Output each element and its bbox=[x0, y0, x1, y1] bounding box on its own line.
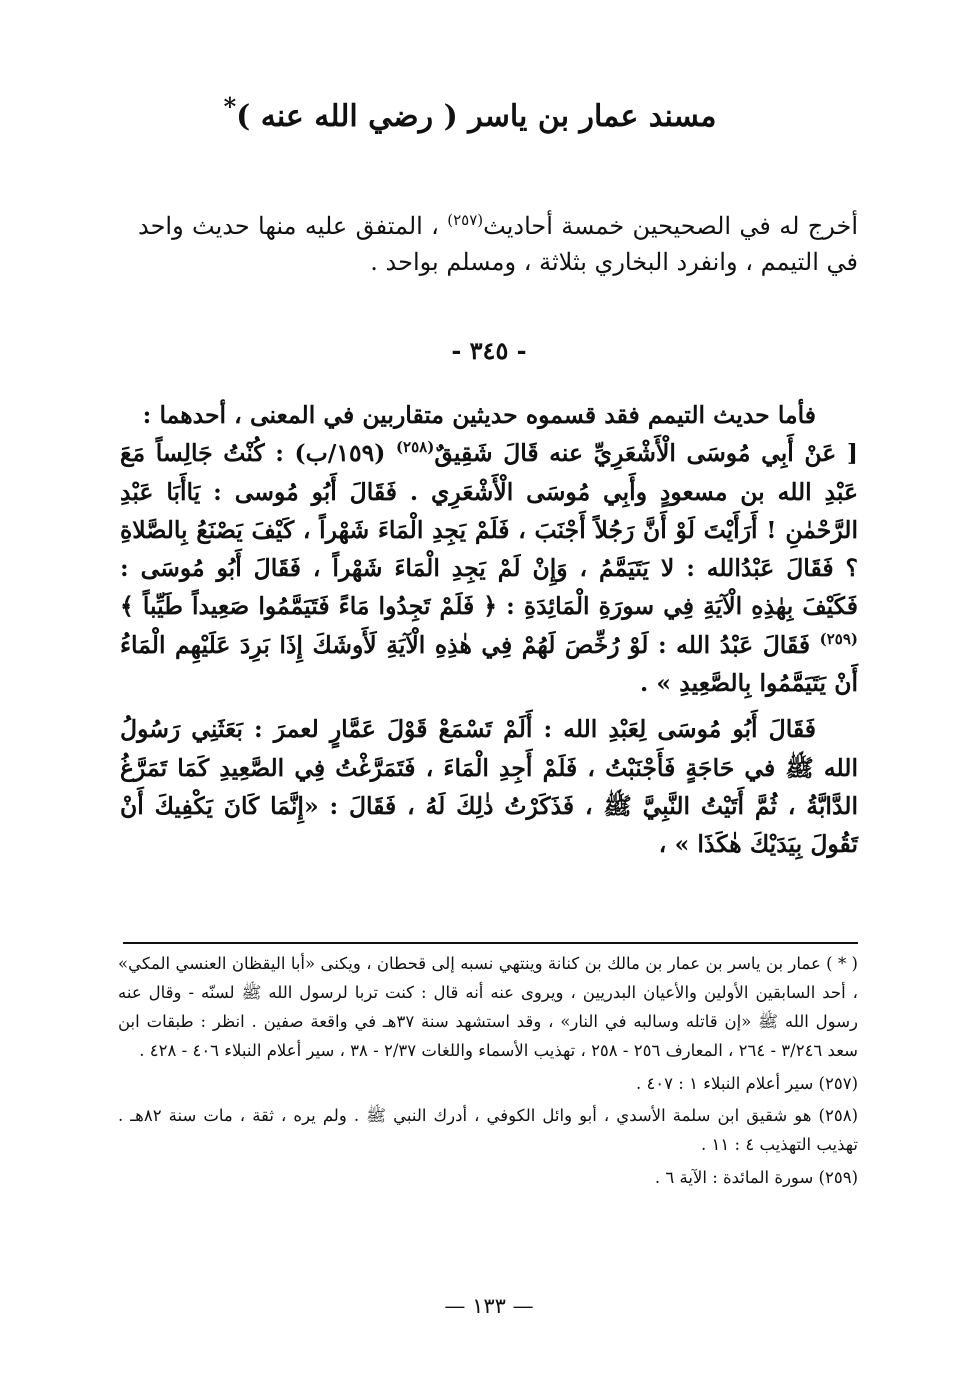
footnote-star: ( * ) عمار بن ياسر بن عمار بن مالك بن كنانة وينتهي نسبه إلى قحطان ، ويكنى «أبا اليقظان العنسي المكي» ، أحد السابقين الأولين والأعيان البدريين ، ويروى عنه أنه قال : كنت تربا لرسول الله ﷺ لسنّه - وقال عنه رسول الله ﷺ «إن قاتله وسالبه في النار» ، وقد استشهد سنة ٣٧هـ في واقعة صفين . انظر : طبقات ابن سعد ٣/٢٤٦ - ٢٦٤ ، المعارف ٢٥٦ - ٢٥٨ ، تهذيب الأسماء واللغات ٢/٣٧ - ٣٨ ، سير أعلام النبلاء ٤٠٦ - ٤٢٨ . bbox=[118, 954, 858, 1060]
hadith-paragraph-1 bbox=[120, 434, 858, 702]
intro-footnote-ref: (٢٥٧) bbox=[447, 211, 484, 229]
page-number: — ١٣٣ — bbox=[444, 1294, 534, 1318]
intro-text-part1: أخرج له في الصحيحين خمسة أحاديث bbox=[483, 212, 858, 240]
hadith-paragraph-2: فَقَالَ أَبُو مُوسَى لِعَبْدِ الله : أَلَمْ تَسْمَعْ قَوْلَ عَمَّارٍ لعمرَ : بَعَثَنِي رَسُولُ الله ﷺ في حَاجَةٍ فَأَجْنَبْتُ ، فَلَمْ أَجِدِ الْمَاءَ ، فَتَمَرَّغْتُ فِي الصَّعِيدِ كَمَا تَمَرَّغُ الدَّابَّةُ ، ثُمَّ أَتَيْتُ النَّبِيَّ ﷺ ، فَذَكَرْتُ ذٰلِكَ لَهُ ، فَقَالَ : «إِنَّمَا كَانَ يَكْفِيكَ أَنْ تَقُولَ بِيَدَيْكَ هٰكَذَا » ، bbox=[120, 715, 858, 859]
title-footnote-marker: * bbox=[223, 92, 237, 121]
hadith-body bbox=[120, 396, 858, 864]
hadith-intro-line: فأما حديث التيمم فقد قسموه حديثين متقاربين في المعنى ، أحدهما : bbox=[142, 401, 816, 429]
hadith-text-c: فَقَالَ عَبْدُ الله : لَوْ رُخِّصَ لَهُمْ فِي هٰذِهِ الْآيَةِ لَأَوشَكَ إِذَا بَرِدَ عَلَيْهِم الْمَاءُ أَنْ يَتَيَمَّمُوا بِالصَّعِيدِ » . bbox=[120, 630, 858, 698]
footnote-258: (٢٥٨) هو شقيق ابن سلمة الأسدي ، أبو وائل الكوفي ، أدرك النبي ﷺ . ولم يره ، ثقة ، مات سنة ٨٢هـ . تهذيب التهذيب ٤ : ١١ . bbox=[118, 1106, 858, 1155]
footnote-257: (٢٥٧) سير أعلام النبلاء ١ : ٤٠٧ . bbox=[635, 1073, 858, 1093]
hadith-text-b: (١٥٩/ب) : كُنْتُ جَالِساً مَعَ عَبْدِ الله بن مسعودٍ وأَبِي مُوسَى الْأَشْعَرِي . فَقَالَ أَبُو مُوسى : يَاأَبَا عَبْدِ الرَّحْمٰنِ ! أَرَأَيْتَ لَوْ أَنَّ رَجُلاً أَجْنَبَ ، فَلَمْ يَجِدِ الْمَاءَ شَهْراً ، كَيْفَ يَصْنَعُ بِالصَّلاةِ ؟ فَقَالَ عَبْدُالله : لا يَتَيَمَّمُ ، وَإِنْ لَمْ يَجِدِ الْمَاءَ شَهْراً ، فَقَالَ أَبُو مُوسَى : فَكَيْفَ بِهٰذِهِ الْآيَةِ فِي سورَةِ الْمَائِدَةِ : ﴿ فَلَمْ تَجِدُوا مَاءً فَتَيَمَّمُوا صَعِيداً طَيِّباً ﴾ bbox=[120, 439, 858, 621]
hadith-section-number: - ٣٤٥ - bbox=[451, 336, 527, 365]
footnote-divider bbox=[123, 942, 858, 944]
footnote-ref-259: (٢٥٩) bbox=[819, 629, 858, 648]
footnote-ref-258: (٢٥٨) bbox=[395, 438, 435, 457]
title-text: مسند عمار بن ياسر ( رضي الله عنه ) bbox=[236, 99, 717, 134]
hadith-text-a: [ عَنْ أَبِي مُوسَى الْأَشْعَرِيِّ عنه قَالَ شَقِيقٌ bbox=[434, 439, 858, 468]
footnotes bbox=[118, 950, 858, 1197]
intro-text-part2: ، المتفق عليه منها حديث واحد في التيمم ، وانفرد البخاري بثلاثة ، ومسلم بواحد . bbox=[138, 212, 858, 276]
page-title bbox=[180, 92, 760, 134]
footnote-259: (٢٥٩) سورة المائدة : الآية ٦ . bbox=[654, 1168, 858, 1188]
intro-paragraph bbox=[138, 208, 858, 280]
